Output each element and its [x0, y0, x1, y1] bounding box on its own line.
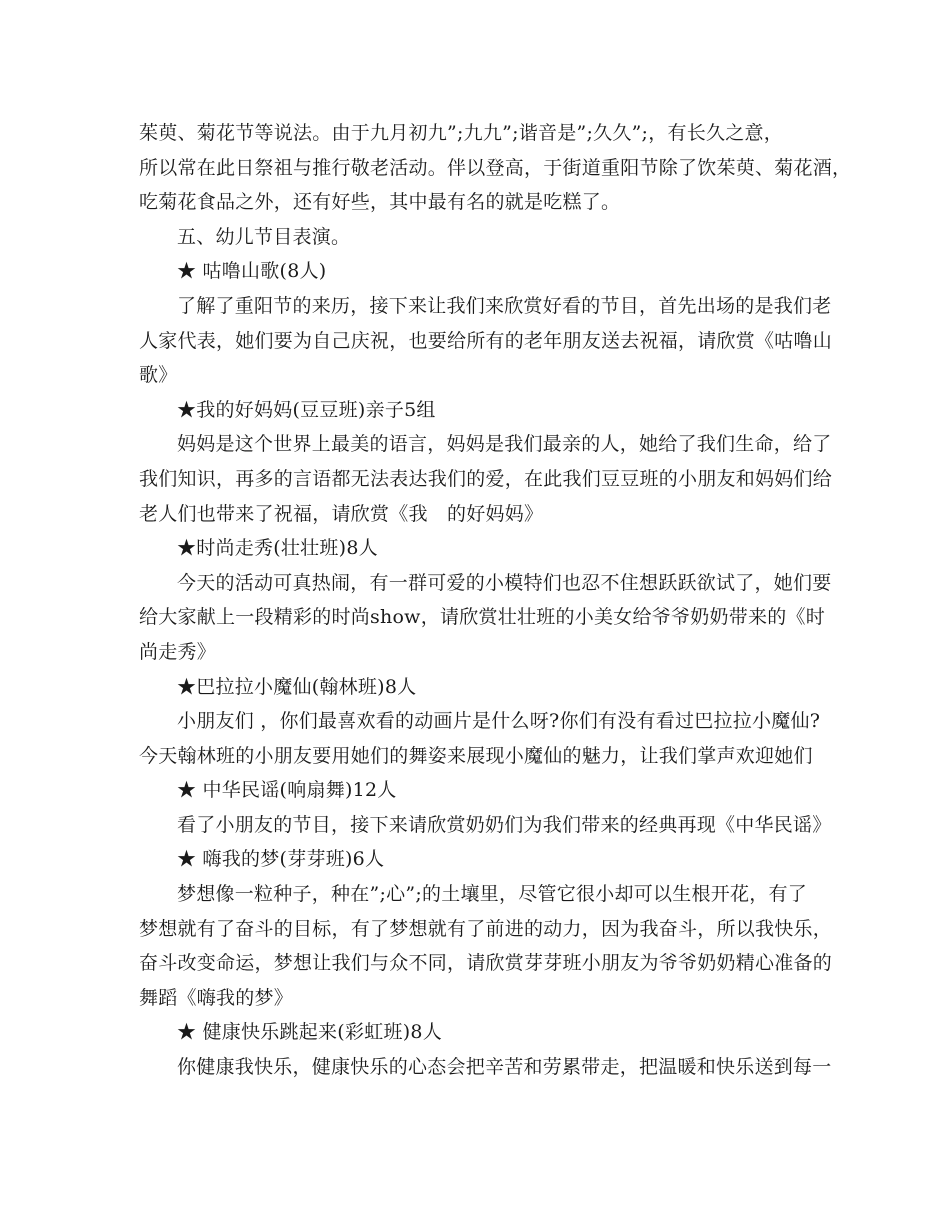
program-item-heading: ★巴拉拉小魔仙(翰林班)8人: [177, 675, 417, 698]
program-item-heading: ★时尚走秀(壮壮班)8人: [177, 537, 378, 560]
text-line: 给大家献上一段精彩的时尚show，请欣赏壮壮班的小美女给爷爷奶奶带来的《时: [139, 606, 825, 629]
text-line: 今天翰林班的小朋友要用她们的舞姿来展现小魔仙的魅力，让我们掌声欢迎她们: [139, 744, 813, 767]
text-line: 梦想就有了奋斗的目标，有了梦想就有了前进的动力，因为我奋斗，所以我快乐，: [139, 917, 833, 940]
text-line: 吃菊花食品之外，还有好些，其中最有名的就是吃糕了。: [139, 191, 621, 214]
document-body: [139, 116, 852, 1085]
section-heading: 五、幼儿节目表演。: [177, 225, 351, 248]
text-line: 人家代表，她们要为自己庆祝，也要给所有的老年朋友送去祝福，请欣赏《咕噜山: [139, 329, 833, 352]
program-item-heading: ★ 健康快乐跳起来(彩虹班)8人: [177, 1021, 442, 1044]
program-item-heading: ★ 中华民谣(响扇舞)12人: [177, 779, 397, 802]
text-line: 梦想像一粒种子，种在”;心”;的土壤里，尽管它很小却可以生根开花，有了: [177, 883, 807, 906]
text-line: 妈妈是这个世界上最美的语言，妈妈是我们最亲的人，她给了我们生命，给了: [177, 433, 832, 456]
text-line: 小朋友们 ，你们最喜欢看的动画片是什么呀?你们有没有看过巴拉拉小魔仙?: [177, 710, 821, 733]
program-item-heading: ★ 嗨我的梦(芽芽班)6人: [177, 848, 385, 871]
text-line: 所以常在此日祭祖与推行敬老活动。伴以登高，于街道重阳节除了饮茱萸、菊花酒，: [139, 156, 852, 179]
program-item-heading: ★我的好妈妈(豆豆班)亲子5组: [177, 398, 436, 421]
program-item-heading: ★ 咕噜山歌(8人): [177, 260, 327, 283]
text-line: 了解了重阳节的来历，接下来让我们来欣赏好看的节目，首先出场的是我们老: [177, 294, 832, 317]
text-line: 尚走秀》: [139, 640, 217, 663]
text-line: 歌》: [139, 364, 178, 387]
text-line: 我们知识，再多的言语都无法表达我们的爱，在此我们豆豆班的小朋友和妈妈们给: [139, 467, 833, 490]
text-line: 奋斗改变命运，梦想让我们与众不同，请欣赏芽芽班小朋友为爷爷奶奶精心准备的: [139, 952, 833, 975]
text-line: 看了小朋友的节目，接下来请欣赏奶奶们为我们带来的经典再现《中华民谣》: [177, 813, 832, 836]
text-line: 你健康我快乐，健康快乐的心态会把辛苦和劳累带走，把温暖和快乐送到每一: [177, 1056, 832, 1079]
text-line: 舞蹈《嗨我的梦》: [139, 986, 294, 1009]
text-line: 茱萸、菊花节等说法。由于九月初九”;九九”;谐音是”;久久”;，有长久之意，: [139, 122, 783, 144]
text-line: 老人们也带来了祝福，请欣赏《我 的好妈妈》: [139, 502, 544, 525]
text-line: 今天的活动可真热闹，有一群可爱的小模特们也忍不住想跃跃欲试了，她们要: [177, 571, 832, 594]
